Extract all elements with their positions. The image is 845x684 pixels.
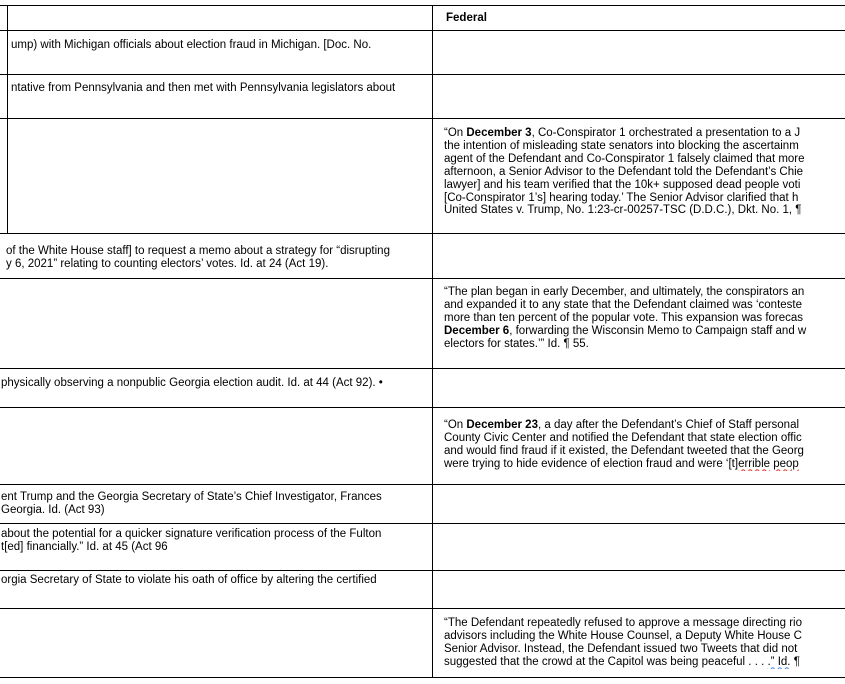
table-border-h: [0, 484, 845, 485]
table-border-h: [0, 368, 845, 369]
text-line: advisors including the White House Counsel, a Deputy White House C: [444, 629, 802, 642]
table-border-v-left-partial: [7, 5, 8, 234]
cell-pennsylvania-legislators[interactable]: [11, 82, 431, 95]
text-line: afternoon, a Senior Advisor to the Defendant told the Defendant’s Chie: [444, 165, 804, 178]
cell-capitol-tweets[interactable]: [444, 617, 845, 669]
text-line: ump) with Michigan officials about election fraud in Michigan. [Doc. No.: [11, 39, 372, 51]
table-border-h: [0, 118, 845, 119]
cell-fake-electors-plan[interactable]: [444, 286, 845, 351]
cell-secretary-oath-of-office[interactable]: [1, 574, 431, 587]
text-line: “On December 23, a day after the Defendant’s Chief of Staff personal: [444, 419, 800, 431]
text-line: agent of the Defendant and Co-Conspirator 1 falsely claimed that more: [444, 152, 805, 165]
text-line: electors for states.’” Id. ¶ 55.: [444, 337, 589, 350]
text-line: Georgia. Id. (Act 93): [1, 503, 105, 516]
table-border-v-column-divider: [432, 5, 433, 678]
cell-chief-investigator-call[interactable]: [1, 491, 431, 517]
text-line: of the White House staff] to request a memo about a strategy for “disrupting: [6, 245, 390, 257]
column-header-federal[interactable]: Federal: [446, 12, 487, 24]
table-border-h: [0, 608, 845, 609]
table-border-h: [0, 278, 845, 279]
text-line: Senior Advisor. Instead, the Defendant issued two Tweets that did not: [444, 642, 798, 655]
text-line: more than ten percent of the popular vote. This expansion was forecas: [444, 311, 804, 324]
table-border-h: [0, 233, 845, 234]
text-line: lawyer] and his team verified that the 10k+ supposed dead people voti: [444, 178, 801, 191]
text-line: December 6, forwarding the Wisconsin Memo to Campaign staff and w: [444, 324, 807, 337]
cell-december-23-tweet[interactable]: [444, 419, 845, 471]
cell-signature-verification[interactable]: [1, 528, 431, 554]
table-border-h: [0, 523, 845, 524]
table-border-h: [0, 5, 845, 6]
cell-michigan-officials[interactable]: [11, 39, 431, 52]
text-line: and expanded it to any state that the Defendant claimed was ‘conteste: [444, 298, 803, 311]
table-border-h: [0, 570, 845, 571]
text-line: t[ed] financially.” Id. at 45 (Act 96: [1, 540, 168, 553]
text-line: United States v. Trump, No. 1:23-cr-00257-TSC (D.D.C.), Dkt. No. 1, ¶: [444, 204, 802, 217]
text-line: physically observing a nonpublic Georgia election audit. Id. at 44 (Act 92). •: [1, 377, 383, 389]
cell-december-3-presentation[interactable]: [444, 127, 845, 217]
text-line: were trying to hide evidence of election fraud and were ‘[t]errible peop: [444, 457, 799, 470]
text-line: “The Defendant repeatedly refused to approve a message directing rio: [444, 617, 802, 629]
text-line: orgia Secretary of State to violate his oath of office by altering the certified: [1, 574, 377, 586]
text-line: County Civic Center and notified the Defendant that state election offic: [444, 431, 802, 444]
cell-georgia-audit-observation[interactable]: [1, 377, 431, 390]
cell-memo-disrupting-strategy[interactable]: [6, 245, 431, 271]
text-line: ntative from Pennsylvania and then met with Pennsylvania legislators about: [11, 82, 396, 94]
table-border-h: [0, 677, 845, 678]
text-line: suggested that the crowd at the Capitol was being peaceful . . . .” Id. ¶: [444, 655, 800, 668]
text-line: y 6, 2021” relating to counting electors’ votes. Id. at 24 (Act 19).: [6, 257, 329, 270]
text-line: and would find fraud if it existed, the Defendant tweeted that the Georg: [444, 444, 804, 457]
table-border-h: [0, 407, 845, 408]
text-line: ent Trump and the Georgia Secretary of State’s Chief Investigator, Frances: [1, 491, 382, 503]
text-line: about the potential for a quicker signature verification process of the Fulton: [1, 528, 382, 540]
table-border-h: [0, 30, 845, 31]
text-line: “On December 3, Co-Conspirator 1 orchestrated a presentation to a J: [444, 127, 801, 139]
table-border-h: [0, 74, 845, 75]
text-line: the intention of misleading state senators into blocking the ascertainm: [444, 139, 799, 152]
text-line: “The plan began in early December, and ultimately, the conspirators an: [444, 286, 805, 298]
text-line: [Co-Conspirator 1’s] hearing today.’ The Senior Advisor clarified that h: [444, 191, 799, 204]
